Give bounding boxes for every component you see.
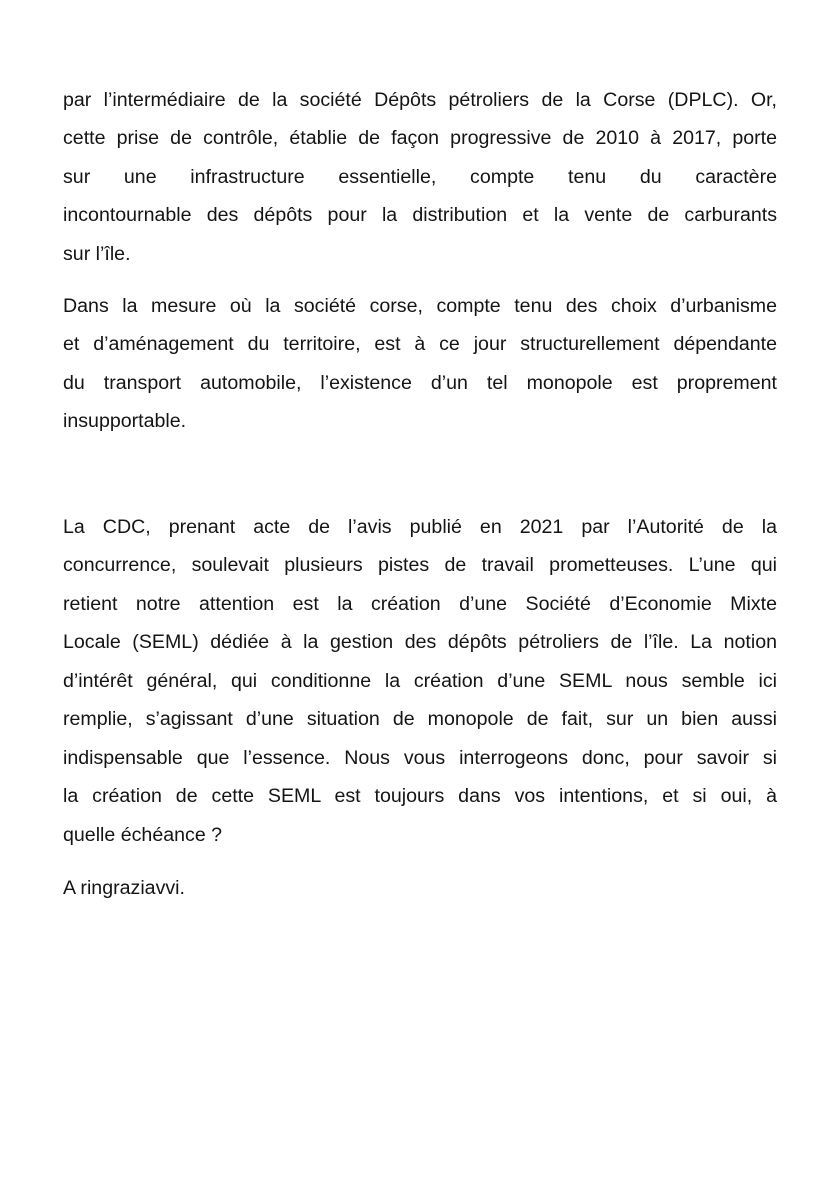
paragraph-line: Dans la mesure où la société corse, compte tenu des choix d’urbanisme	[63, 295, 777, 317]
paragraph-line: La CDC, prenant acte de l’avis publié en 2021 par l’Autorité de la	[63, 516, 777, 538]
paragraph-line: concurrence, soulevait plusieurs pistes de travail prometteuses. L’une qui	[63, 554, 777, 576]
paragraph-line: d’intérêt général, qui conditionne la création d’une SEML nous semble ici	[63, 670, 777, 692]
paragraph-line: indispensable que l’essence. Nous vous interrogeons donc, pour savoir si	[63, 747, 777, 769]
paragraph-line: retient notre attention est la création d’une Société d’Economie Mixte	[63, 593, 777, 615]
paragraph-line: insupportable.	[63, 410, 187, 432]
paragraph-line: remplie, s’agissant d’une situation de monopole de fait, sur un bien aussi	[63, 708, 777, 730]
paragraph-line: et d’aménagement du territoire, est à ce jour structurellement dépendante	[63, 333, 777, 355]
paragraph-line: sur une infrastructure essentielle, compte tenu du caractère	[63, 166, 777, 188]
paragraph-line: du transport automobile, l’existence d’un tel monopole est proprement	[63, 372, 777, 394]
paragraph-line: par l’intermédiaire de la société Dépôts pétroliers de la Corse (DPLC). Or,	[63, 89, 777, 111]
paragraph-line: incontournable des dépôts pour la distribution et la vente de carburants	[63, 204, 777, 226]
paragraph-line: cette prise de contrôle, établie de façon progressive de 2010 à 2017, porte	[63, 127, 777, 149]
paragraph-line: la création de cette SEML est toujours dans vos intentions, et si oui, à	[63, 785, 777, 807]
paragraph-line: Locale (SEML) dédiée à la gestion des dépôts pétroliers de l’île. La notion	[63, 631, 777, 653]
paragraph-line: sur l’île.	[63, 243, 131, 265]
closing-line: A ringraziavvi.	[63, 877, 185, 899]
paragraph-line: quelle échéance ?	[63, 824, 223, 846]
